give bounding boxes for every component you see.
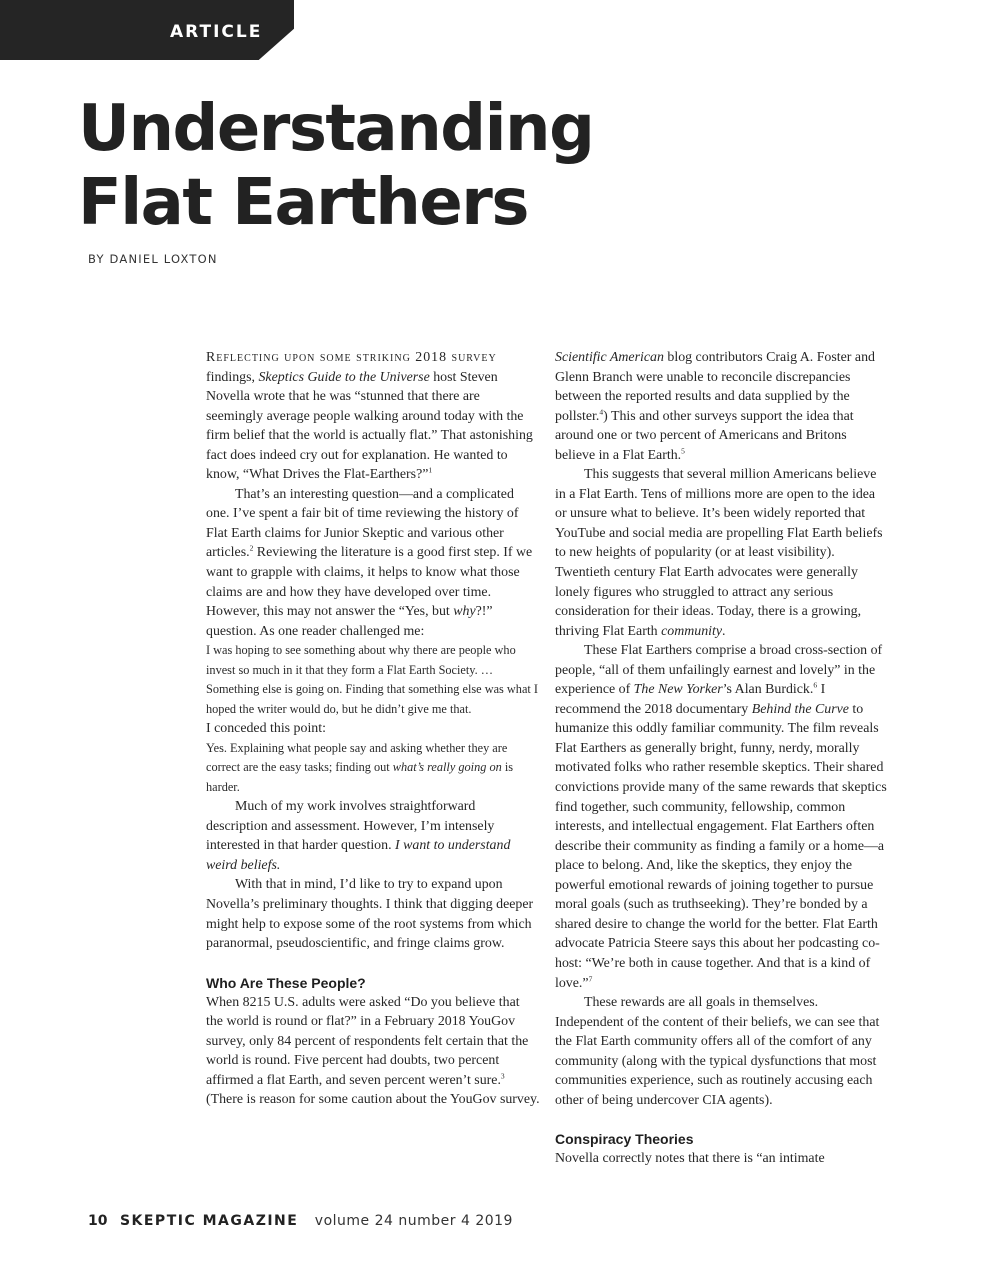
paragraph-6-continued: Scientific American blog contributors Craig A. Foster and Glenn Branch were unable to reconcile discrepancies between the reported results and data supplied by the pollster.$^4$) This and other surveys support the idea that around one or two percent of Americans and Britons believe in a Flat Earth.$^5$ <box>555 350 875 463</box>
article-title-line-1: Understanding <box>78 92 594 166</box>
section-label: ARTICLE <box>170 22 263 42</box>
paragraph-7: This suggests that several million Americans believe in a Flat Earth. Tens of millions more are open to the idea or unsure what to believe. It’s been widely reported that YouTube and social media are propelling Flat Earth beliefs to new heights of popularity (or at least visibility). Twentieth century Flat Earth advocates were generally lonely figures who struggled to attract any serious consideration for their ideas. Today, there is a growing, thriving Flat Earth community. <box>555 467 883 639</box>
block-quote-2: Yes. Explaining what people say and asking whether they are correct are the easy tasks; finding out what’s really going on is harder. <box>206 740 514 794</box>
footnote-ref: 2 <box>249 543 254 553</box>
body-column-left <box>206 348 540 1110</box>
article-title <box>78 92 593 240</box>
paragraph-3: I conceded this point: <box>206 721 326 737</box>
footnote-ref: 6 <box>813 680 818 690</box>
paragraph-10: Novella correctly notes that there is “an intimate <box>555 1151 825 1167</box>
paragraph-6-start: When 8215 U.S. adults were asked “Do you believe that the world is round or flat?” in a February 2018 YouGov survey, only 84 percent of respondents felt certain that the world is round. Five percent had doubts, two percent affirmed a flat Earth, and seven percent weren’t sure.$^3$ (There is reason for some caution about the YouGov survey. <box>206 994 540 1108</box>
footnote-ref: 7 <box>588 973 593 983</box>
footnote-ref: 4 <box>599 407 604 417</box>
footnote-ref: 3 <box>500 1071 505 1081</box>
page-footer <box>88 1213 513 1229</box>
footnote-ref: 1 <box>428 465 433 475</box>
paragraph-1: Reflecting upon some striking 2018 survey findings, Skeptics Guide to the Universe host Steven Novella wrote that he was “stunned that there are seemingly average people walking around today with the firm belief that the world is actually flat.” That astonishing fact does indeed cry out for explanation. He wanted to know, “What Drives the Flat-Earthers?”$^1$ <box>206 350 533 483</box>
footnote-ref: 5 <box>681 446 685 456</box>
section-heading-who: Who Are These People? <box>206 974 366 991</box>
section-heading-conspiracy: Conspiracy Theories <box>555 1131 694 1148</box>
paragraph-2: That’s an interesting question—and a complicated one. I’ve spent a fair bit of time reviewing the history of Flat Earth claims for Junior Skeptic and various other articles.$^2$ Reviewing the literature is a good first step. If we want to grapple with claims, it helps to know what those claims are and how they have developed over time. However, this may not answer the “Yes, but why?!” question. As one reader challenged me: <box>206 486 533 639</box>
issue-info: volume 24 number 4 2019 <box>314 1213 513 1229</box>
lead-in: Reflecting upon some striking 2018 survey <box>206 350 497 365</box>
paragraph-9: These rewards are all goals in themselves. Independent of the content of their beliefs, we can see that the Flat Earth community offers all of the comfort of any community (along with the typical dysfunctions that most communities experience, such as routinely accusing each other of being undercover CIA agents). <box>555 995 880 1108</box>
paragraph-4: Much of my work involves straightforward description and assessment. However, I’m intensely interested in that harder question. I want to understand weird beliefs. <box>206 799 511 873</box>
body-column-right <box>555 348 889 1169</box>
block-quote-1: I was hoping to see something about why there are people who invest so much in it that they form a Flat Earth Society. … Something else is going on. Finding that something else was what I hoped the writer would do, but he didn’t give me that. <box>206 643 538 716</box>
magazine-name: SKEPTIC MAGAZINE <box>119 1213 299 1229</box>
article-title-line-2: Flat Earthers <box>78 166 528 240</box>
byline: BY DANIEL LOXTON <box>88 252 218 266</box>
paragraph-8: These Flat Earthers comprise a broad cross-section of people, “all of them unfailingly earnest and lovely” in the experience of The New Yorker’s Alan Burdick.$^6$ I recommend the 2018 documentary Behind the Curve to humanize this oddly familiar community. The film reveals Flat Earthers as generally bright, funny, nerdy, morally motivated folks who rather resemble skeptics. Their shared convictions provide many of the same rewards that skeptics find together, such community, fellowship, common interests, and intellectual engagement. Flat Earthers often describe their community as finding a family or a home—a place to belong. And, like the skeptics, they enjoy the powerful emotional rewards of joining together to pursue moral goals (such as truthseeking). They’re bonded by a shared desire to change the world for the better. Flat Earth advocate Patricia Steere says this about her podcasting co-host: “We’re both in cause together. And that is a kind of love.”$^7$ <box>555 643 887 991</box>
paragraph-5: With that in mind, I’d like to try to expand upon Novella’s preliminary thoughts. I think that digging deeper might help to expose some of the root systems from which paranormal, pseudoscientific, and fringe claims grow. <box>206 877 534 952</box>
page-number: 10 <box>88 1213 108 1229</box>
